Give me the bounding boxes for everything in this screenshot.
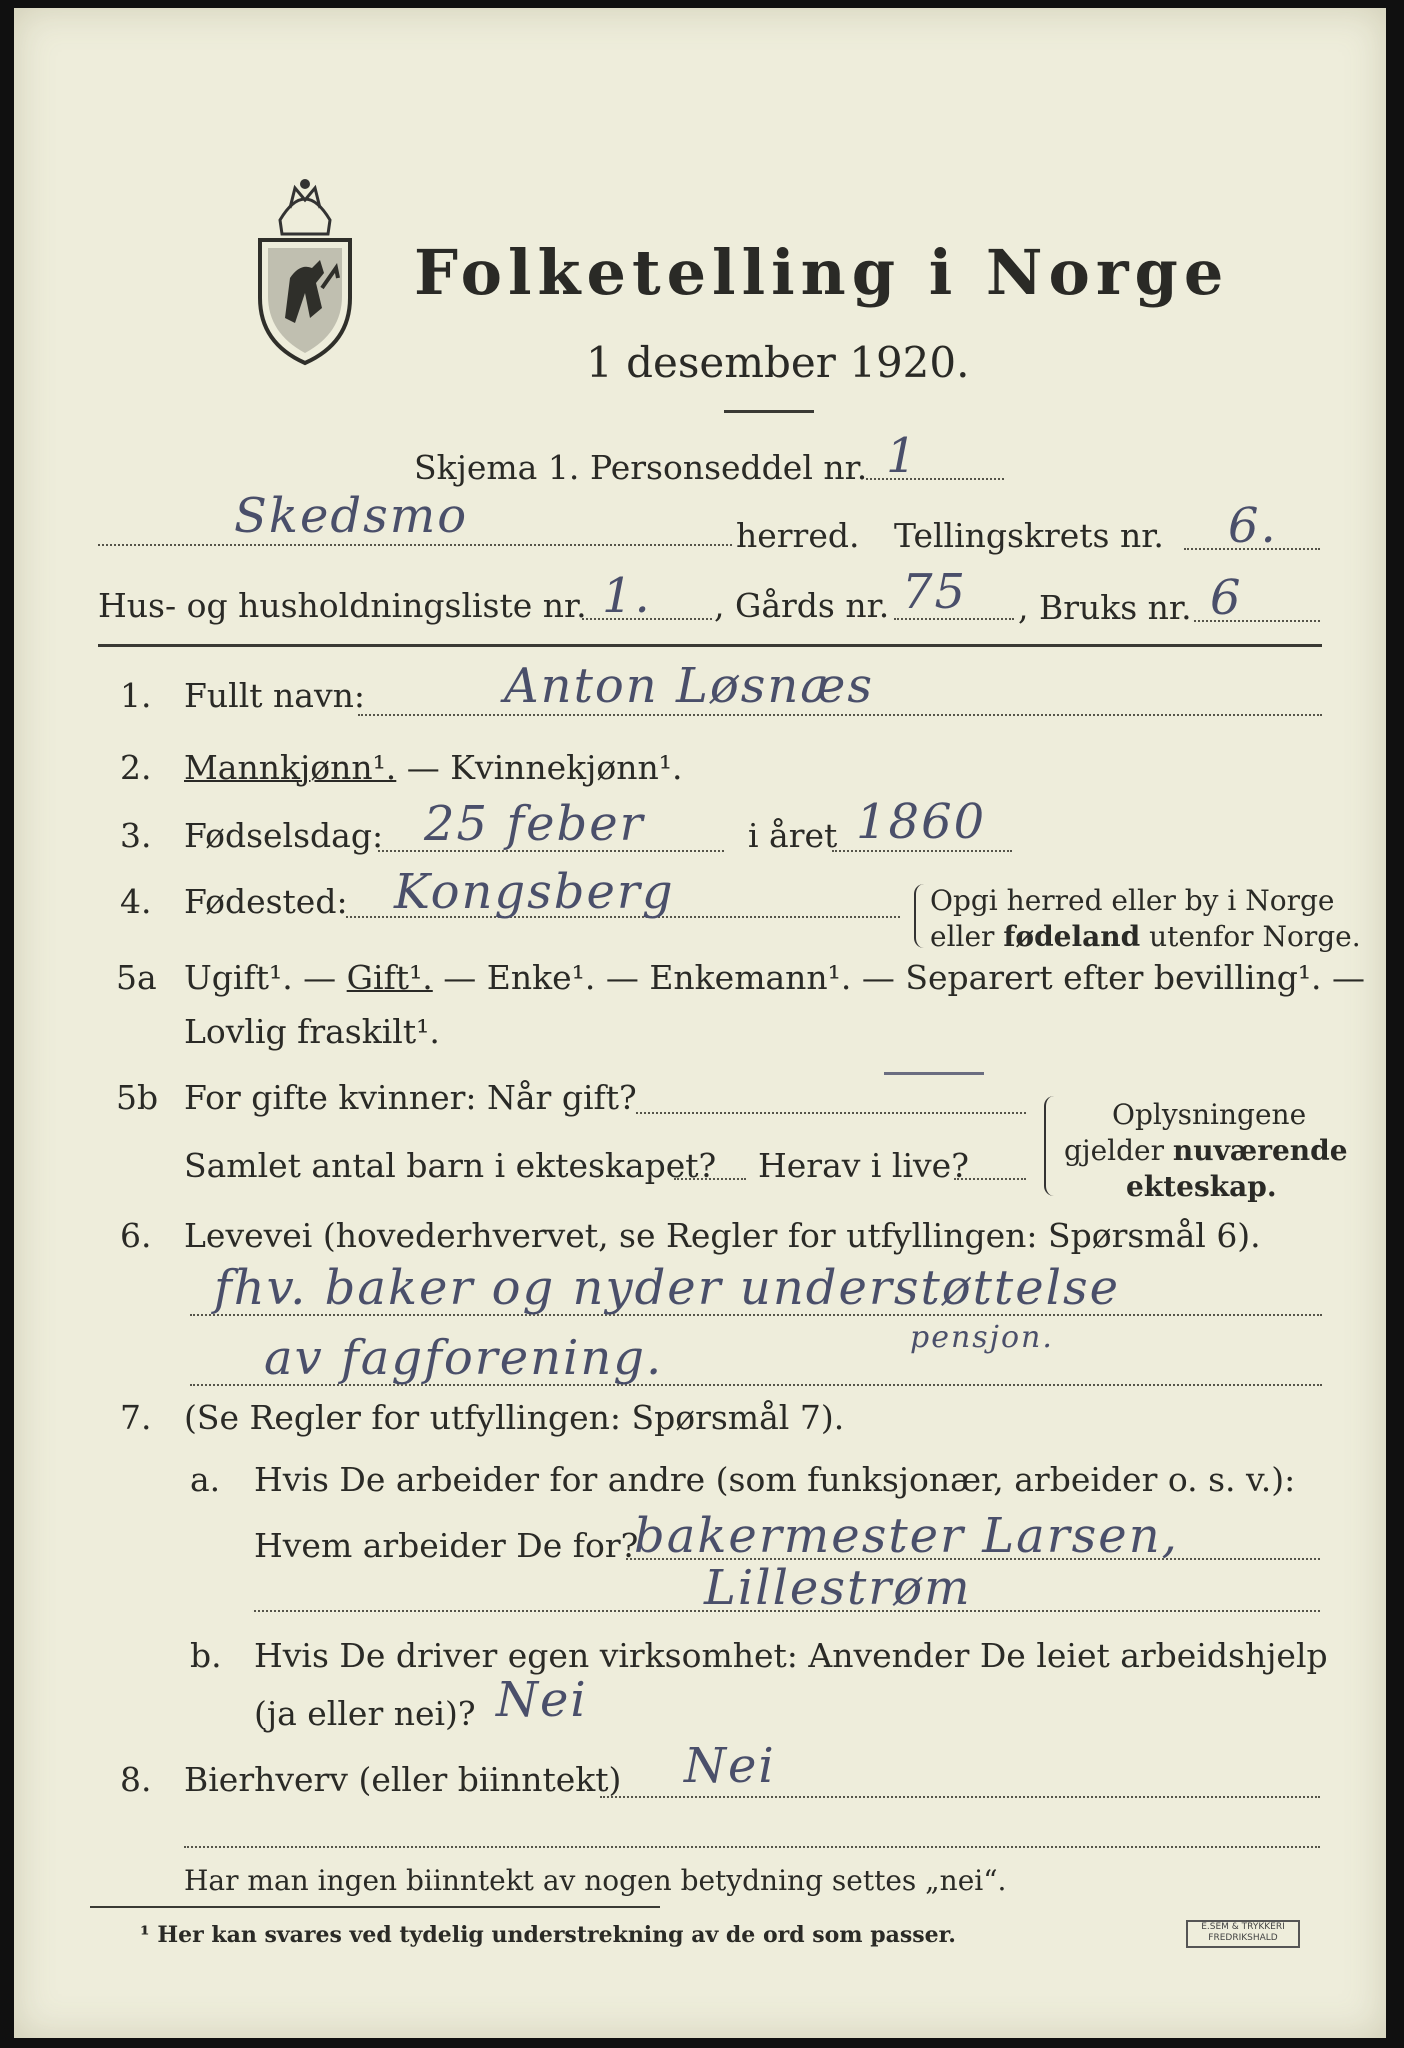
ekteskap-note-brace [1044,1096,1054,1196]
ekteskap-note-line2 [1064,1134,1348,1167]
bierhverv-value: Nei [684,1738,776,1794]
fodested-note-brace [914,884,924,948]
census-date: 1 desember 1920. [586,338,970,387]
herred-dots [98,544,732,546]
q7-label: (Se Regler for utfyllingen: Spørsmål 7). [184,1398,845,1437]
naar-gift-label: For gifte kvinner: Når gift? [184,1078,637,1117]
fodested-note-line2 [930,920,1361,953]
tellingskrets-value: 6. [1228,498,1278,554]
skjema-label: Skjema 1. [414,448,580,487]
arbeidsgiver-value-2: Lillestrøm [704,1560,972,1616]
fodselsdag-label: Fødselsdag: [184,816,384,855]
q5a-number: 5a [116,958,157,997]
fodselsaar-value: 1860 [856,794,987,850]
antal-barn-dots [674,1178,746,1180]
husholdningsliste-value: 1. [602,568,652,624]
q7b-line1: Hvis De driver egen virksomhet: Anvender De leiet arbeidshjelp [254,1636,1328,1675]
footnote-a: Her kan svares ved [157,1922,400,1948]
mannkjonn-option: Mannkjønn¹. [184,748,397,787]
sivilstand-rest: — Enke¹. — Enkemann¹. — Separert efter bevilling¹. — [432,958,1366,997]
fodselsdag-value: 25 feber [424,796,645,852]
fodested-label: Fødested: [184,882,348,921]
gards-value: 75 [902,564,968,620]
q7b-line2: (ja eller nei)? [254,1694,476,1733]
q3-number: 3. [120,816,152,855]
q7a-letter: a. [190,1460,221,1499]
i-aaret-label: i året [748,816,838,855]
kvinnekjonn-option: Kvinnekjønn¹. [450,748,683,787]
personseddel-value: 1 [886,428,919,484]
herav-i-live-label: Herav i live? [758,1146,969,1185]
herav-dots [954,1178,1026,1180]
gards-label: , Gårds nr. [714,586,890,625]
kjonn-separator: — [396,748,451,787]
aaret-dots [832,850,1012,852]
ugift-option: Ugift¹. — [184,958,347,997]
fodested-note-line1: Opgi herred eller by i Norge [930,884,1335,917]
footnote-b: tydelig understrekning av de ord som passer. [399,1922,956,1948]
printer-stamp-line2: FREDRIKSHALD [1208,1933,1278,1943]
lovlig-fraskilt-option: Lovlig fraskilt¹. [184,1012,440,1051]
q5b-number: 5b [116,1078,159,1117]
q8-number: 8. [120,1760,152,1799]
q4-number: 4. [120,882,152,921]
q7a-line2: Hvem arbeider De for? [254,1526,639,1565]
fodested-note-a: eller [930,920,1004,953]
personseddel-label: Personseddel nr. [590,448,868,487]
ekteskap-note-a: gjelder [1064,1134,1173,1167]
fullt-navn-dots [358,714,1322,716]
bierhverv-dots-2 [184,1846,1320,1848]
arbeidsgiver-value-1: bakermester Larsen, [634,1508,1179,1564]
gift-option: Gift¹. [346,958,433,997]
naar-gift-dots [636,1112,1026,1114]
census-form [14,8,1386,2038]
q2-number: 2. [120,748,152,787]
footnote [140,1922,956,1948]
title-divider [724,410,814,413]
biinntekt-note: Har man ingen biinntekt av nogen betydning settes „nei“. [184,1864,1007,1897]
ekteskap-note-line1: Oplysningene [1112,1098,1307,1131]
fodested-note-c: utenfor Norge. [1140,920,1361,953]
printer-stamp-line1: E.SEM & TRYKKERI [1201,1922,1285,1932]
bierhverv-dots-1 [600,1796,1320,1798]
footer-divider [90,1906,660,1908]
fodested-note-b: fødeland [1003,920,1141,953]
q7-number: 7. [120,1398,152,1437]
pencil-dash [884,1072,984,1075]
q1-number: 1. [120,676,152,715]
printer-stamp [1186,1920,1300,1948]
arbeidshjelp-value: Nei [496,1672,588,1728]
footnote-number: ¹ [140,1922,150,1948]
husholdningsliste-label: Hus- og husholdningsliste nr. [98,586,587,625]
levevei-value-2: av fagforening. [264,1330,664,1386]
header-divider [98,644,1322,647]
levevei-value-1: fhv. baker og nyder understøttelse [214,1260,1121,1316]
ekteskap-note-b: nuværende [1172,1134,1348,1167]
q7a-line1: Hvis De arbeider for andre (som funksjonær, arbeider o. s. v.): [254,1460,1296,1499]
herred-label: herred. [736,516,860,555]
fodested-value: Kongsberg [394,864,675,920]
tellingskrets-label: Tellingskrets nr. [894,516,1164,555]
kjonn-options [184,748,683,787]
antal-barn-label: Samlet antal barn i ekteskapet? [184,1146,717,1185]
levevei-annotation: pensjon. [910,1320,1054,1355]
bruks-value: 6 [1210,570,1243,626]
bruks-label: , Bruks nr. [1018,588,1192,627]
q6-number: 6. [120,1216,152,1255]
q7b-letter: b. [190,1636,222,1675]
sivilstand-options [184,958,1365,997]
ekteskap-note-line3: ekteskap. [1126,1170,1277,1203]
fullt-navn-value: Anton Løsnæs [504,658,875,714]
fullt-navn-label: Fullt navn: [184,676,365,715]
levevei-label: Levevei (hovederhvervet, se Regler for utfyllingen: Spørsmål 6). [184,1216,1261,1255]
norwegian-lion-crest-icon [250,168,360,368]
form-title: Folketelling i Norge [414,236,1230,309]
bierhverv-label: Bierhverv (eller biinntekt) [184,1760,622,1799]
herred-value: Skedsmo [234,488,469,544]
